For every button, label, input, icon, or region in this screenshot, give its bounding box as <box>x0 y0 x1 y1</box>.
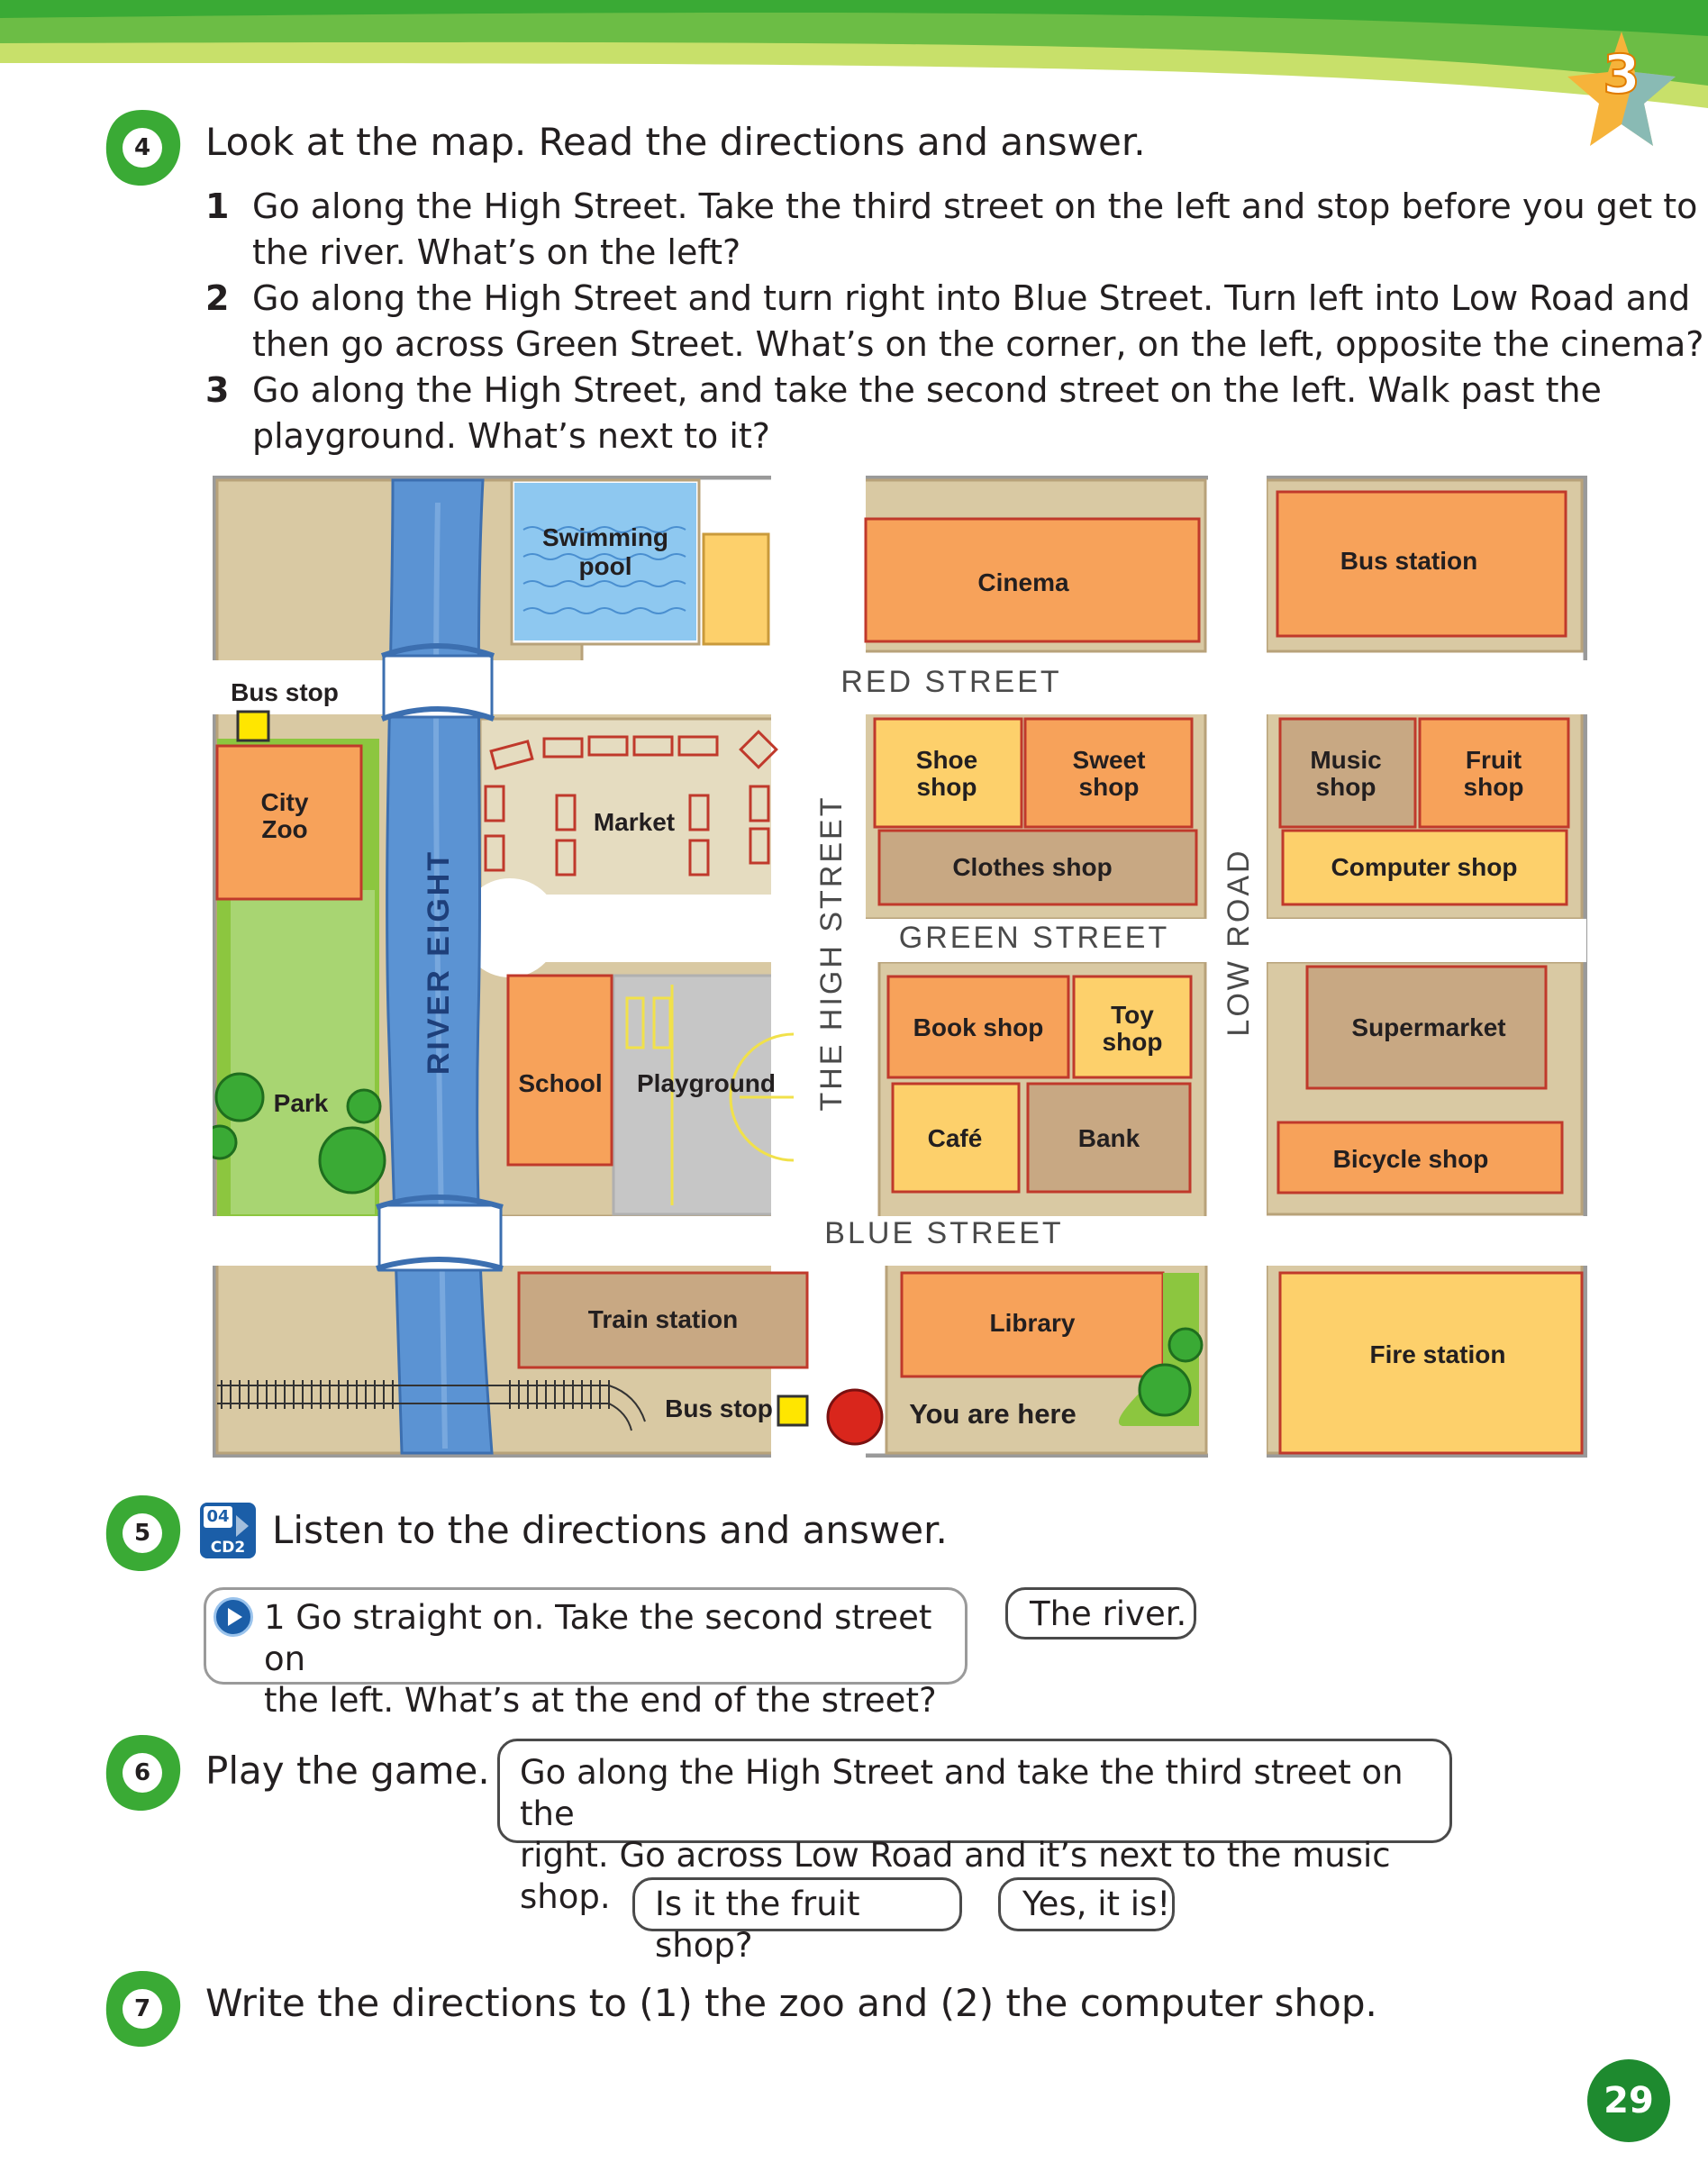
label-park: Park <box>273 1089 329 1117</box>
q4-item-3 <box>205 368 1602 459</box>
question-6-badge: 6 <box>101 1731 184 1814</box>
q6-answer-bubble <box>998 1877 1175 1931</box>
label-library: Library <box>989 1309 1076 1337</box>
label-cinema: Cinema <box>977 568 1069 596</box>
q5-prompt-bubble <box>204 1587 968 1720</box>
item-text-line2: playground. What’s next to it? <box>252 416 770 456</box>
item-number: 3 <box>205 370 230 410</box>
label-toy-shop-2: shop <box>1102 1028 1163 1056</box>
label-green-street: GREEN STREET <box>898 921 1170 955</box>
town-map <box>213 476 1587 1458</box>
question-7-badge: 7 <box>101 1967 184 2050</box>
label-city-zoo-2: Zoo <box>261 815 308 843</box>
item-text-line2: the river. What’s on the left? <box>252 232 741 272</box>
label-book-shop: Book shop <box>913 1013 1044 1041</box>
label-bus-stop-top: Bus stop <box>231 678 339 706</box>
question-7-title: Write the directions to (1) the zoo and (2) the computer shop. <box>205 1981 1377 2025</box>
label-city-zoo-1: City <box>260 788 309 816</box>
question-4-badge: 4 <box>101 106 184 189</box>
q5-answer: The river. <box>1030 1594 1187 1633</box>
q6-bubble-line1: Go along the High Street and take the third street on the <box>520 1753 1404 1833</box>
question-5-title: Listen to the directions and answer. <box>272 1508 948 1552</box>
bus-stop-bottom-marker <box>778 1396 807 1425</box>
item-text-line2: then go across Green Street. What’s on the corner, on the left, opposite the cinema? <box>252 324 1704 364</box>
label-fruit-shop-2: shop <box>1463 773 1524 801</box>
label-supermarket: Supermarket <box>1351 1013 1506 1041</box>
cd-label: CD2 <box>210 1539 246 1557</box>
label-shoe-shop-2: shop <box>916 773 977 801</box>
cd-track: 04 <box>204 1506 232 1528</box>
label-fruit-shop-1: Fruit <box>1465 746 1522 774</box>
label-clothes-shop: Clothes shop <box>952 853 1113 881</box>
item-number: 1 <box>205 186 230 226</box>
label-playground: Playground <box>636 1069 777 1097</box>
label-school: School <box>518 1069 603 1097</box>
unit-number: 3 <box>1603 43 1640 106</box>
label-toy-shop-1: Toy <box>1111 1001 1154 1029</box>
label-you-are-here: You are here <box>909 1398 1077 1430</box>
bus-stop-top-marker <box>238 712 268 740</box>
play-icon[interactable] <box>214 1597 253 1637</box>
label-shoe-shop-1: Shoe <box>915 746 978 774</box>
item-number: 2 <box>205 278 230 318</box>
q6-bubble-line2: right. Go across Low Road and it’s next to the music shop. <box>520 1836 1391 1916</box>
label-bank: Bank <box>1077 1124 1140 1152</box>
label-river: RIVER EIGHT <box>422 849 456 1076</box>
label-low-road: LOW ROAD <box>1222 848 1256 1037</box>
you-are-here-marker <box>828 1390 882 1444</box>
q4-item-2 <box>205 276 1703 368</box>
item-text-line1: Go along the High Street, and take the second street on the left. Walk past the <box>252 370 1602 410</box>
question-4-title: Look at the map. Read the directions and answer. <box>205 120 1146 164</box>
label-bicycle-shop: Bicycle shop <box>1332 1145 1489 1173</box>
label-swimming-pool-1: Swimming <box>541 523 669 551</box>
label-swimming-pool-2: pool <box>578 552 632 580</box>
q6-question: Is it the fruit shop? <box>655 1885 860 1965</box>
item-text-line1: Go along the High Street and turn right into Blue Street. Turn left into Low Road and <box>252 278 1691 318</box>
q6-answer: Yes, it is! <box>1022 1885 1171 1923</box>
page-number: 29 <box>1604 2080 1654 2121</box>
q5-prompt-line2: the left. What’s at the end of the street? <box>264 1681 937 1720</box>
unit-star <box>1563 27 1680 153</box>
label-computer-shop: Computer shop <box>1331 853 1518 881</box>
label-sweet-shop-1: Sweet <box>1072 746 1146 774</box>
q4-item-1 <box>205 184 1697 276</box>
q5-prompt-line1: 1 Go straight on. Take the second street on <box>264 1598 932 1678</box>
label-market: Market <box>593 808 676 836</box>
label-red-street: RED STREET <box>840 665 1062 699</box>
label-fire-station: Fire station <box>1369 1340 1506 1368</box>
q5-answer-bubble <box>1005 1587 1196 1640</box>
label-cafe: Café <box>927 1124 983 1152</box>
label-blue-street: BLUE STREET <box>824 1216 1064 1250</box>
page-number-badge <box>1587 2059 1670 2142</box>
label-sweet-shop-2: shop <box>1078 773 1140 801</box>
label-train-station: Train station <box>587 1305 739 1333</box>
label-high-street: THE HIGH STREET <box>814 795 849 1112</box>
question-6-title: Play the game. <box>205 1749 490 1793</box>
label-bus-stop-bottom: Bus stop <box>665 1394 773 1422</box>
label-music-shop-1: Music <box>1310 746 1382 774</box>
question-5-badge: 5 <box>101 1492 184 1575</box>
cd-icon <box>200 1503 256 1558</box>
item-text-line1: Go along the High Street. Take the third street on the left and stop before you get to <box>252 186 1698 226</box>
q6-question-bubble <box>632 1877 962 1965</box>
label-bus-station: Bus station <box>1340 547 1478 575</box>
label-music-shop-2: shop <box>1315 773 1376 801</box>
